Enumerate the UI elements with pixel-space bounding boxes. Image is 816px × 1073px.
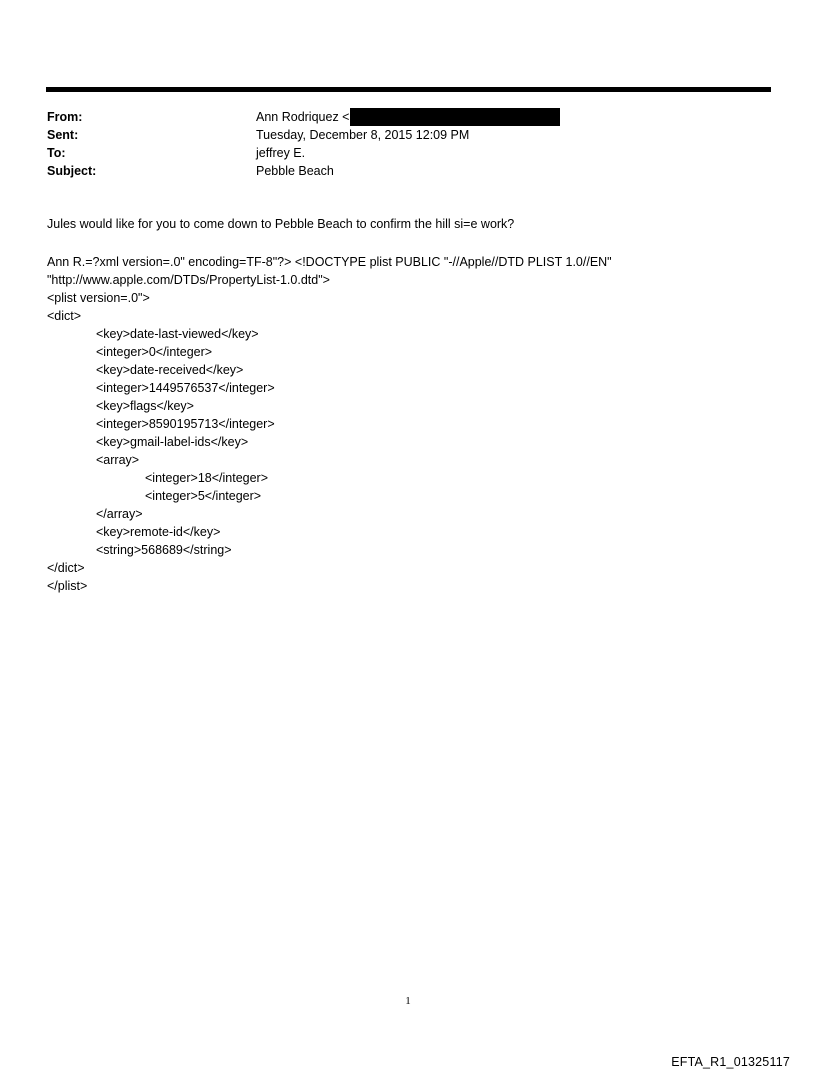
from-label: From: <box>47 110 83 124</box>
body-line: "http://www.apple.com/DTDs/PropertyList-1.0.dtd"> <box>47 273 330 287</box>
body-line: <integer>8590195713</integer> <box>96 417 275 431</box>
sent-label: Sent: <box>47 128 79 142</box>
body-line: <array> <box>96 453 140 467</box>
redaction-box <box>350 108 560 126</box>
body-line: Ann R.=?xml version=.0" encoding=TF-8"?> <!DOCTYPE plist PUBLIC "-//Apple//DTD PLIST 1.0//EN" <box>47 255 612 269</box>
body-line: <key>date-last-viewed</key> <box>96 327 259 341</box>
subject-value: Pebble Beach <box>256 164 334 178</box>
body-line: <plist version=.0"> <box>47 291 150 305</box>
body-line: <key>remote-id</key> <box>96 525 221 539</box>
body-line: <integer>1449576537</integer> <box>96 381 275 395</box>
body-line: <integer>18</integer> <box>145 471 269 485</box>
body-line: <integer>0</integer> <box>96 345 213 359</box>
body-line: </array> <box>96 507 143 521</box>
from-value <box>256 108 560 126</box>
body-line: <dict> <box>47 309 82 323</box>
body-line: </dict> <box>47 561 85 575</box>
sent-value: Tuesday, December 8, 2015 12:09 PM <box>256 128 470 142</box>
to-row <box>47 144 747 162</box>
subject-row <box>47 162 747 180</box>
body-line: <key>gmail-label-ids</key> <box>96 435 249 449</box>
email-header <box>47 108 747 180</box>
body-line: <integer>5</integer> <box>145 489 262 503</box>
body-line: <key>flags</key> <box>96 399 194 413</box>
sent-row <box>47 126 747 144</box>
document-id: EFTA_R1_01325117 <box>671 1055 790 1069</box>
subject-label: Subject: <box>47 164 97 178</box>
body-line: <string>568689</string> <box>96 543 232 557</box>
to-value: jeffrey E. <box>256 146 306 160</box>
email-body <box>47 215 767 595</box>
page-number: 1 <box>405 995 411 1007</box>
body-line: </plist> <box>47 579 88 593</box>
body-intro: Jules would like for you to come down to Pebble Beach to confirm the hill si=e work? <box>47 217 515 231</box>
from-sender: Ann Rodriquez < <box>256 110 350 124</box>
body-line: <key>date-received</key> <box>96 363 244 377</box>
to-label: To: <box>47 146 66 160</box>
from-row <box>47 108 747 126</box>
header-divider <box>46 87 771 92</box>
